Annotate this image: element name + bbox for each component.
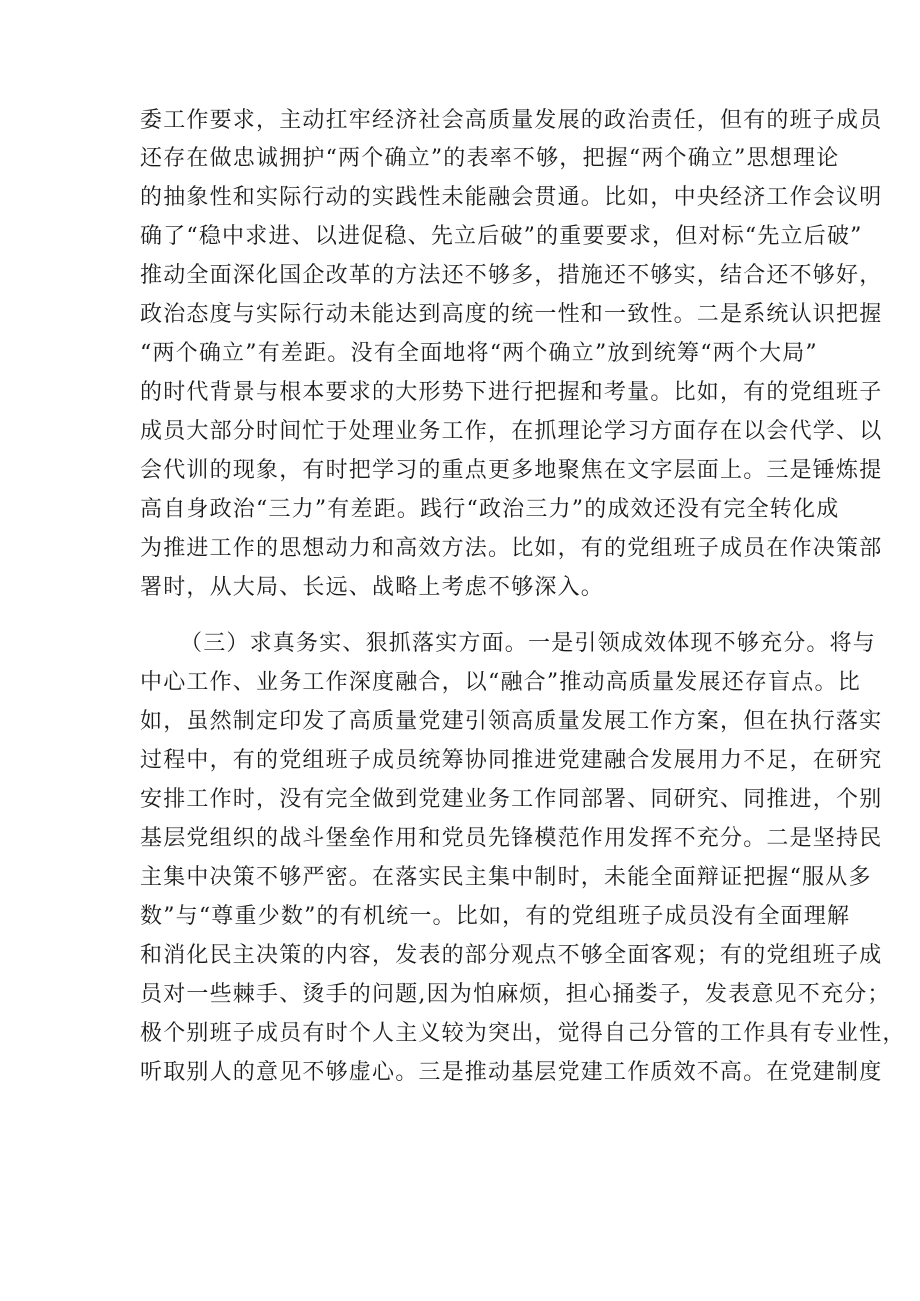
text-line: 为推进工作的思想动力和高效方法。比如，有的党组班子成员在作决策部 xyxy=(140,536,883,561)
text-line: 如，虽然制定印发了高质量党建引领高质量发展工作方案，但在执行落实 xyxy=(140,709,883,734)
text-line: 过程中，有的党组班子成员统筹协同推进党建融合发展用力不足，在研究 xyxy=(140,748,883,773)
text-line: 委工作要求，主动扛牢经济社会高质量发展的政治责任，但有的班子成员 xyxy=(140,108,883,133)
text-line: 听取别人的意见不够虚心。三是推动基层党建工作质效不高。在党建制度 xyxy=(140,1060,883,1085)
text-line: 数”与“尊重少数”的有机统一。比如，有的党组班子成员没有全面理解 xyxy=(140,904,851,929)
text-line: 会代训的现象，有时把学习的重点更多地聚焦在文字层面上。三是锤炼提 xyxy=(140,458,883,483)
section-heading-line: （三）求真务实、狠抓落实方面。一是引领成效体现不够充分。将与 xyxy=(180,631,877,656)
text-line: 极个别班子成员有时个人主义较为突出，觉得自己分管的工作具有专业性， xyxy=(140,1021,906,1046)
text-line: 和消化民主决策的内容，发表的部分观点不够全面客观；有的党组班子成 xyxy=(140,943,883,968)
text-line: 署时，从大局、长远、战略上考虑不够深入。 xyxy=(140,575,605,600)
text-line: 员对一些棘手、烫手的问题,因为怕麻烦，担心捅娄子，发表意见不充分； xyxy=(140,982,891,1007)
text-line: 推动全面深化国企改革的方法还不够多，措施还不够实，结合还不够好， xyxy=(140,263,883,288)
text-line: 政治态度与实际行动未能达到高度的统一性和一致性。二是系统认识把握 xyxy=(140,302,883,327)
text-line: 的抽象性和实际行动的实践性未能融会贯通。比如，中央经济工作会议明 xyxy=(140,185,883,210)
text-line: 中心工作、业务工作深度融合，以“融合”推动高质量发展还存盲点。比 xyxy=(140,670,861,695)
text-line: 高自身政治“三力”有差距。践行“政治三力”的成效还没有完全转化成 xyxy=(140,497,840,522)
text-line: 的时代背景与根本要求的大形势下进行把握和考量。比如，有的党组班子 xyxy=(140,380,883,405)
text-line: 确了“稳中求进、以进促稳、先立后破”的重要要求，但对标“先立后破” xyxy=(140,224,863,249)
text-line: 还存在做忠诚拥护“两个确立”的表率不够，把握“两个确立”思想理论 xyxy=(140,146,840,171)
text-line: “两个确立”有差距。没有全面地将“两个确立”放到统筹“两个大局” xyxy=(140,341,818,366)
text-line: 主集中决策不够严密。在落实民主集中制时，未能全面辩证把握“服从多 xyxy=(140,865,872,890)
text-line: 基层党组织的战斗堡垒作用和党员先锋模范作用发挥不充分。二是坚持民 xyxy=(140,826,883,851)
text-line: 成员大部分时间忙于处理业务工作，在抓理论学习方面存在以会代学、以 xyxy=(140,419,883,444)
text-line: 安排工作时，没有完全做到党建业务工作同部署、同研究、同推进，个别 xyxy=(140,787,883,812)
